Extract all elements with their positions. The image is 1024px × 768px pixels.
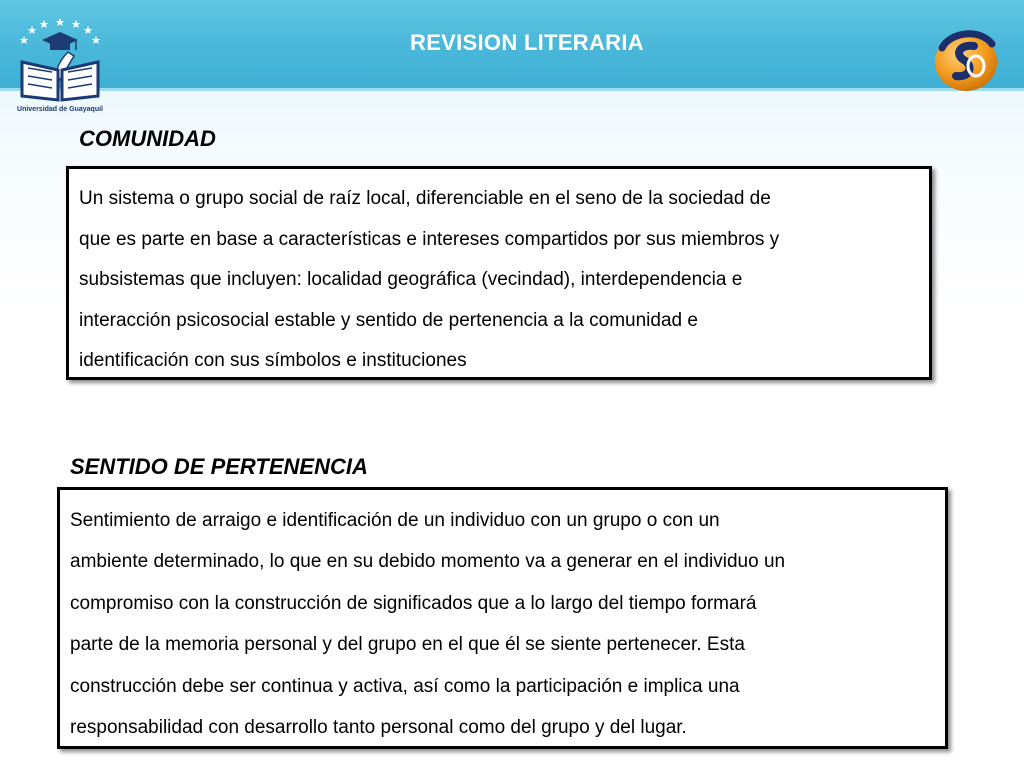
definition-line: responsabilidad con desarrollo tanto personal como del grupo y del lugar.: [70, 717, 687, 739]
faculty-logo-icon: [930, 24, 1002, 96]
definition-line: parte de la memoria personal y del grupo en el que él se siente pertenecer. Esta: [70, 634, 745, 656]
university-crest-logo: [8, 10, 112, 122]
definition-line: interacción psicosocial estable y sentido de pertenencia a la comunidad e: [79, 309, 698, 331]
faculty-logo: [930, 24, 1002, 96]
definition-box-sentido-de-pertenencia: [57, 487, 948, 749]
definition-line: compromiso con la construcción de significados que a lo largo del tiempo formará: [70, 592, 757, 614]
section-heading-comunidad: COMUNIDAD: [79, 126, 216, 151]
university-caption: Universidad de Guayaquil: [17, 106, 103, 113]
definition-line: ambiente determinado, lo que en su debido momento va a generar en el individuo un: [70, 551, 786, 573]
slide-title: REVISION LITERARIA: [410, 30, 644, 55]
university-crest-icon: [8, 10, 112, 102]
definition-line: subsistemas que incluyen: localidad geográfica (vecindad), interdependencia e: [79, 269, 743, 290]
section-heading-sentido-de-pertenencia: SENTIDO DE PERTENENCIA: [70, 454, 368, 479]
definition-line: identificación con sus símbolos e instituciones: [79, 350, 467, 371]
definition-line: Sentimiento de arraigo e identificación de un individuo con un grupo o con un: [70, 510, 720, 531]
definition-line: que es parte en base a características e intereses compartidos por sus miembros y: [79, 228, 780, 250]
definition-box-comunidad: [66, 166, 932, 380]
definition-line: Un sistema o grupo social de raíz local, diferenciable en el seno de la sociedad de: [79, 188, 771, 209]
definition-line: construcción debe ser continua y activa, así como la participación e implica una: [70, 675, 740, 697]
